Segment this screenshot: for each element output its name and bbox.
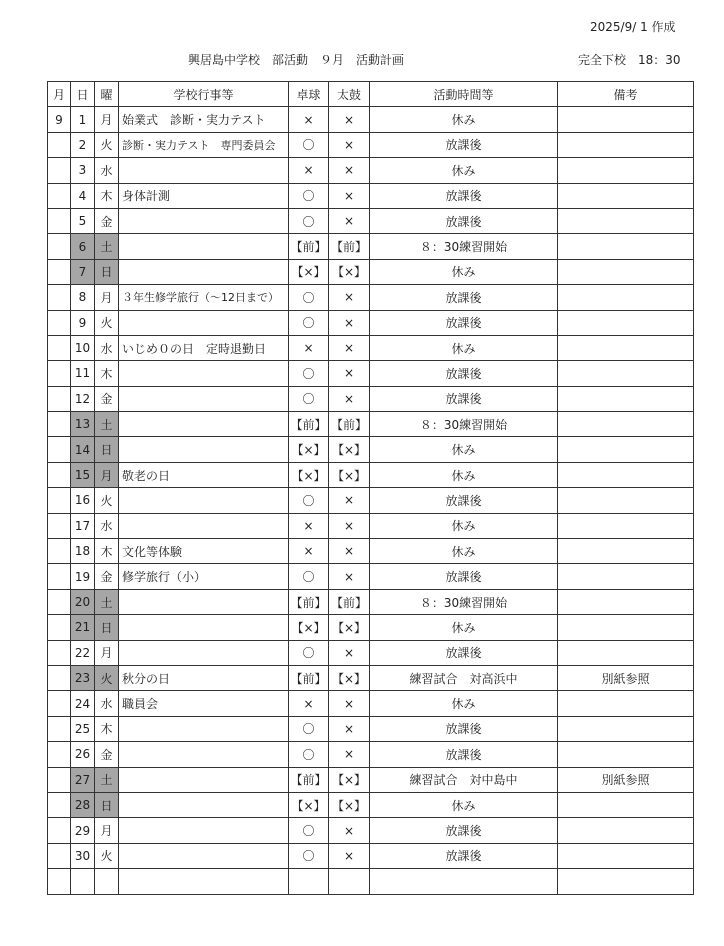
weekday-cell: 日 [95,259,119,284]
event-cell [119,792,289,817]
table-tennis-cell [289,869,329,894]
note-cell [558,843,694,868]
activity-time-cell: 休み [370,615,558,640]
table-row [48,716,694,741]
note-cell [558,615,694,640]
month-cell [48,234,71,259]
month-cell [48,488,71,513]
table-row [48,107,694,132]
table-row [48,513,694,538]
table-row [48,386,694,411]
note-cell [558,691,694,716]
table-tennis-cell: 〇 [289,285,329,310]
day-cell [71,869,95,894]
activity-time-cell: 休み [370,539,558,564]
day-cell: 22 [71,640,95,665]
day-cell: 10 [71,335,95,360]
weekday-cell: 水 [95,691,119,716]
table-tennis-cell: 【前】 [289,234,329,259]
day-cell: 2 [71,132,95,157]
activity-time-cell: 練習試合 対高浜中 [370,665,558,690]
note-cell [558,132,694,157]
month-cell [48,335,71,360]
day-cell: 5 [71,208,95,233]
note-cell [558,386,694,411]
col-day: 日 [71,82,95,107]
event-cell: 職員会 [119,691,289,716]
month-cell [48,513,71,538]
month-cell: 9 [48,107,71,132]
header-row [48,82,694,107]
table-row [48,361,694,386]
activity-time-cell: 放課後 [370,208,558,233]
note-cell [558,107,694,132]
col-table-tennis: 卓球 [289,82,329,107]
note-cell: 別紙参照 [558,665,694,690]
weekday-cell: 月 [95,285,119,310]
taiko-cell: 【×】 [329,259,370,284]
taiko-cell: 【×】 [329,437,370,462]
note-cell [558,361,694,386]
table-tennis-cell: 〇 [289,183,329,208]
note-cell [558,640,694,665]
event-cell [119,259,289,284]
table-row [48,462,694,487]
table-row [48,437,694,462]
weekday-cell [95,869,119,894]
event-cell: ３年生修学旅行（～12日まで） [119,285,289,310]
note-cell [558,539,694,564]
day-cell: 18 [71,539,95,564]
event-cell [119,869,289,894]
note-cell [558,285,694,310]
note-cell [558,158,694,183]
table-tennis-cell: 〇 [289,843,329,868]
table-row [48,589,694,614]
activity-time-cell: 休み [370,691,558,716]
month-cell [48,792,71,817]
taiko-cell: × [329,208,370,233]
day-cell: 24 [71,691,95,716]
taiko-cell: × [329,285,370,310]
month-cell [48,412,71,437]
month-cell [48,539,71,564]
event-cell: 始業式 診断・実力テスト [119,107,289,132]
col-month: 月 [48,82,71,107]
weekday-cell: 水 [95,335,119,360]
weekday-cell: 火 [95,843,119,868]
taiko-cell: × [329,335,370,360]
day-cell: 17 [71,513,95,538]
activity-schedule-table [47,81,694,895]
table-row [48,691,694,716]
table-tennis-cell: × [289,158,329,183]
activity-time-cell: 放課後 [370,310,558,335]
table-tennis-cell: 〇 [289,208,329,233]
day-cell: 29 [71,818,95,843]
taiko-cell: × [329,742,370,767]
weekday-cell: 火 [95,665,119,690]
day-cell: 11 [71,361,95,386]
day-cell: 25 [71,716,95,741]
taiko-cell: 【×】 [329,665,370,690]
weekday-cell: 日 [95,437,119,462]
activity-time-cell: 練習試合 対中島中 [370,767,558,792]
taiko-cell: × [329,158,370,183]
day-cell: 19 [71,564,95,589]
table-row [48,285,694,310]
event-cell [119,640,289,665]
table-tennis-cell: 〇 [289,716,329,741]
table-row [48,259,694,284]
event-cell [119,208,289,233]
col-activity-time: 活動時間等 [370,82,558,107]
weekday-cell: 金 [95,386,119,411]
taiko-cell: 【×】 [329,615,370,640]
table-tennis-cell: 〇 [289,488,329,513]
note-cell [558,589,694,614]
event-cell [119,716,289,741]
event-cell [119,589,289,614]
event-cell [119,310,289,335]
taiko-cell: × [329,132,370,157]
table-tennis-cell: 【×】 [289,437,329,462]
event-cell [119,361,289,386]
col-notes: 備考 [558,82,694,107]
day-cell: 9 [71,310,95,335]
activity-time-cell: 放課後 [370,132,558,157]
taiko-cell: × [329,818,370,843]
table-row [48,818,694,843]
table-row [48,310,694,335]
event-cell: 文化等体験 [119,539,289,564]
weekday-cell: 月 [95,462,119,487]
taiko-cell: 【前】 [329,234,370,259]
table-tennis-cell: × [289,335,329,360]
table-tennis-cell: 〇 [289,742,329,767]
month-cell [48,564,71,589]
table-row [48,742,694,767]
note-cell [558,792,694,817]
day-cell: 7 [71,259,95,284]
table-tennis-cell: 【×】 [289,792,329,817]
taiko-cell: × [329,513,370,538]
note-cell [558,462,694,487]
taiko-cell: × [329,843,370,868]
weekday-cell: 月 [95,818,119,843]
day-cell: 6 [71,234,95,259]
activity-time-cell: 休み [370,792,558,817]
table-row [48,183,694,208]
table-row [48,335,694,360]
table-tennis-cell: 〇 [289,818,329,843]
table-row [48,615,694,640]
note-cell [558,208,694,233]
table-tennis-cell: 【前】 [289,767,329,792]
day-cell: 20 [71,589,95,614]
month-cell [48,132,71,157]
table-tennis-cell: 【前】 [289,589,329,614]
taiko-cell: 【×】 [329,767,370,792]
activity-time-cell: 休み [370,335,558,360]
month-cell [48,462,71,487]
taiko-cell: × [329,183,370,208]
month-cell [48,386,71,411]
weekday-cell: 火 [95,132,119,157]
weekday-cell: 日 [95,615,119,640]
table-tennis-cell: 【×】 [289,615,329,640]
closing-time: 完全下校 18：30 [578,53,681,67]
weekday-cell: 火 [95,310,119,335]
activity-time-cell: 放課後 [370,361,558,386]
day-cell: 8 [71,285,95,310]
day-cell: 14 [71,437,95,462]
activity-time-cell: 放課後 [370,818,558,843]
weekday-cell: 土 [95,412,119,437]
month-cell [48,285,71,310]
table-tennis-cell: 〇 [289,640,329,665]
day-cell: 12 [71,386,95,411]
event-cell [119,742,289,767]
month-cell [48,818,71,843]
note-cell [558,742,694,767]
weekday-cell: 日 [95,792,119,817]
month-cell [48,158,71,183]
activity-time-cell: 休み [370,158,558,183]
activity-time-cell: 休み [370,513,558,538]
event-cell [119,437,289,462]
activity-time-cell: 放課後 [370,843,558,868]
event-cell [119,386,289,411]
note-cell [558,183,694,208]
event-cell: いじめ０の日 定時退勤日 [119,335,289,360]
table-row [48,843,694,868]
activity-time-cell: 休み [370,259,558,284]
taiko-cell: 【×】 [329,462,370,487]
month-cell [48,208,71,233]
taiko-cell: 【前】 [329,589,370,614]
month-cell [48,691,71,716]
event-cell [119,234,289,259]
weekday-cell: 金 [95,564,119,589]
taiko-cell [329,869,370,894]
taiko-cell: × [329,361,370,386]
table-row [48,665,694,690]
day-cell: 30 [71,843,95,868]
month-cell [48,665,71,690]
col-weekday: 曜 [95,82,119,107]
month-cell [48,742,71,767]
month-cell [48,640,71,665]
event-cell [119,843,289,868]
table-tennis-cell: 【前】 [289,665,329,690]
note-cell [558,412,694,437]
weekday-cell: 金 [95,742,119,767]
month-cell [48,589,71,614]
weekday-cell: 月 [95,107,119,132]
event-cell [119,488,289,513]
table-row [48,488,694,513]
weekday-cell: 木 [95,361,119,386]
day-cell: 23 [71,665,95,690]
taiko-cell: × [329,691,370,716]
event-cell: 敬老の日 [119,462,289,487]
activity-time-cell: 放課後 [370,742,558,767]
activity-time-cell: 放課後 [370,285,558,310]
weekday-cell: 月 [95,640,119,665]
event-cell [119,615,289,640]
month-cell [48,843,71,868]
note-cell [558,437,694,462]
activity-time-cell: 休み [370,107,558,132]
table-tennis-cell: 〇 [289,310,329,335]
day-cell: 1 [71,107,95,132]
taiko-cell: 【前】 [329,412,370,437]
note-cell [558,234,694,259]
activity-time-cell [370,869,558,894]
table-tennis-cell: 【前】 [289,412,329,437]
day-cell: 3 [71,158,95,183]
month-cell [48,437,71,462]
weekday-cell: 木 [95,539,119,564]
col-taiko: 太鼓 [329,82,370,107]
table-tennis-cell: 【×】 [289,462,329,487]
table-row [48,234,694,259]
day-cell: 16 [71,488,95,513]
col-school-events: 学校行事等 [119,82,289,107]
table-row [48,208,694,233]
weekday-cell: 土 [95,234,119,259]
month-cell [48,615,71,640]
activity-time-cell: 放課後 [370,564,558,589]
note-cell [558,310,694,335]
day-cell: 28 [71,792,95,817]
table-tennis-cell: × [289,513,329,538]
month-cell [48,310,71,335]
weekday-cell: 土 [95,767,119,792]
taiko-cell: × [329,539,370,564]
table-row [48,640,694,665]
table-row [48,869,694,894]
table-row [48,412,694,437]
event-cell: 修学旅行（小） [119,564,289,589]
event-cell: 診断・実力テスト 専門委員会 [119,132,289,157]
taiko-cell: × [329,107,370,132]
table-tennis-cell: × [289,107,329,132]
month-cell [48,716,71,741]
weekday-cell: 金 [95,208,119,233]
note-cell [558,818,694,843]
activity-time-cell: 放課後 [370,488,558,513]
taiko-cell: × [329,716,370,741]
table-tennis-cell: 【×】 [289,259,329,284]
table-row [48,564,694,589]
created-date: 2025/9/ 1 作成 [590,20,676,34]
event-cell: 秋分の日 [119,665,289,690]
table-tennis-cell: 〇 [289,386,329,411]
day-cell: 13 [71,412,95,437]
page-title: 興居島中学校 部活動 ９月 活動計画 [188,53,405,67]
event-cell [119,513,289,538]
weekday-cell: 木 [95,183,119,208]
event-cell [119,767,289,792]
weekday-cell: 土 [95,589,119,614]
table-tennis-cell: 〇 [289,564,329,589]
day-cell: 27 [71,767,95,792]
note-cell [558,259,694,284]
note-cell [558,716,694,741]
event-cell [119,158,289,183]
activity-time-cell: ８：30練習開始 [370,412,558,437]
table-tennis-cell: 〇 [289,132,329,157]
month-cell [48,767,71,792]
table-row [48,792,694,817]
table-row [48,132,694,157]
taiko-cell: × [329,564,370,589]
table-tennis-cell: × [289,691,329,716]
note-cell: 別紙参照 [558,767,694,792]
month-cell [48,361,71,386]
table-row [48,539,694,564]
note-cell [558,488,694,513]
taiko-cell: × [329,640,370,665]
month-cell [48,183,71,208]
day-cell: 4 [71,183,95,208]
event-cell: 身体計測 [119,183,289,208]
day-cell: 15 [71,462,95,487]
event-cell [119,412,289,437]
day-cell: 26 [71,742,95,767]
table-row [48,767,694,792]
table-tennis-cell: × [289,539,329,564]
activity-time-cell: 放課後 [370,386,558,411]
weekday-cell: 木 [95,716,119,741]
table-tennis-cell: 〇 [289,361,329,386]
activity-time-cell: ８：30練習開始 [370,234,558,259]
note-cell [558,564,694,589]
table-row [48,158,694,183]
month-cell [48,259,71,284]
taiko-cell: × [329,488,370,513]
note-cell [558,335,694,360]
activity-time-cell: ８：30練習開始 [370,589,558,614]
activity-time-cell: 放課後 [370,640,558,665]
note-cell [558,513,694,538]
note-cell [558,869,694,894]
taiko-cell: × [329,310,370,335]
activity-time-cell: 放課後 [370,716,558,741]
weekday-cell: 火 [95,488,119,513]
activity-time-cell: 放課後 [370,183,558,208]
day-cell: 21 [71,615,95,640]
month-cell [48,869,71,894]
event-cell [119,818,289,843]
activity-time-cell: 休み [370,437,558,462]
weekday-cell: 水 [95,158,119,183]
taiko-cell: 【×】 [329,792,370,817]
activity-time-cell: 休み [370,462,558,487]
taiko-cell: × [329,386,370,411]
weekday-cell: 水 [95,513,119,538]
